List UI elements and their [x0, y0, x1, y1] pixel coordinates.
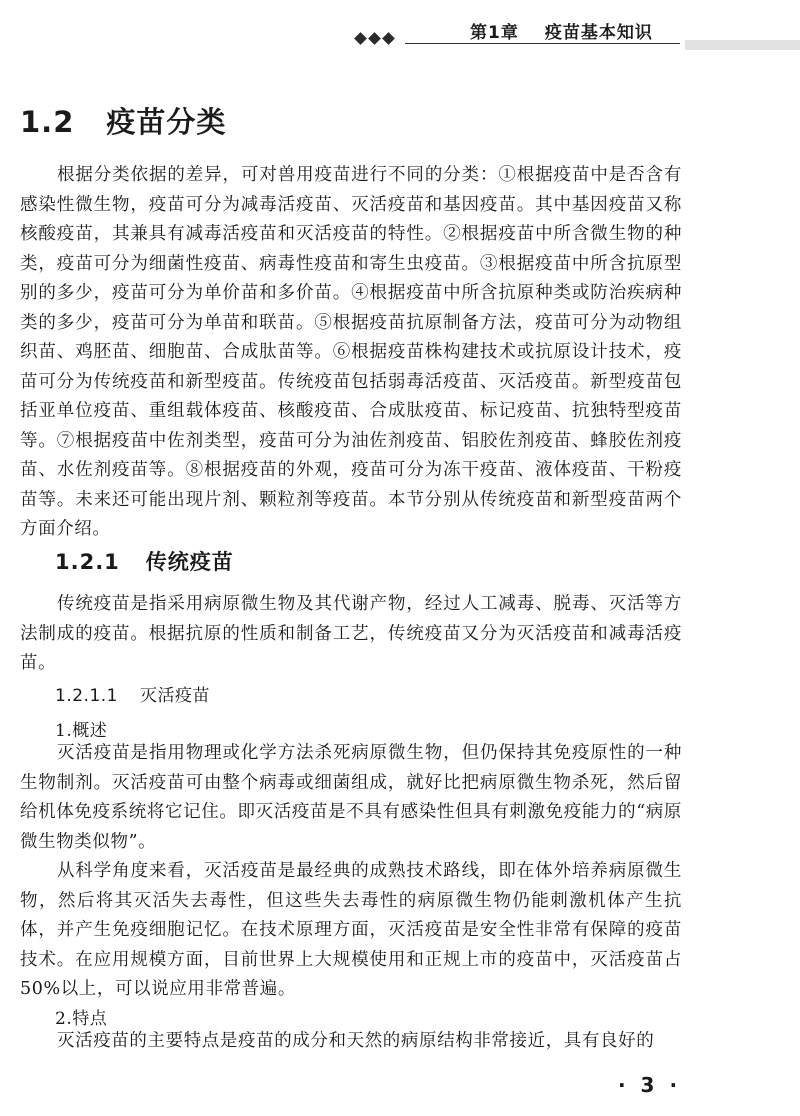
item-label-overview: 1.概述: [55, 721, 108, 741]
subsection-title: 传统疫苗: [145, 550, 234, 574]
subsection-number: 1.2.1: [55, 550, 120, 574]
chapter-heading: [470, 18, 653, 43]
section-title: 疫苗分类: [106, 105, 227, 139]
overview-paragraph-2: 从科学角度来看，灭活疫苗是最经典的成熟技术路线，即在体外培养病原微生物，然后将其灭活失去毒性，但这些失去毒性的病原微生物仍能刺激机体产生抗体，并产生免疫细胞记忆。在技术原理方面，灭活疫苗是安全性非常有保障的疫苗技术。在应用规模方面，目前世界上大规模使用和正规上市的疫苗中，灭活疫苗占50%以上，可以说应用非常普遍。: [20, 861, 682, 999]
item-label-features: 2.特点: [55, 1009, 108, 1029]
header-diamond-ornament: [356, 34, 396, 43]
header-rule: [405, 43, 680, 44]
diamond-icon: [354, 32, 367, 45]
page-number: · 3 ·: [618, 1073, 682, 1097]
features-paragraph-1: 灭活疫苗的主要特点是疫苗的成分和天然的病原结构非常接近，具有良好的: [57, 1031, 655, 1051]
subsubsection-title: 灭活疫苗: [139, 686, 210, 706]
chapter-title: 疫苗基本知识: [544, 23, 653, 43]
subsubsection-number: 1.2.1.1: [55, 686, 118, 706]
running-header: [0, 0, 800, 60]
header-gray-bar: [685, 40, 800, 50]
overview-paragraph-1: 灭活疫苗是指用物理或化学方法杀死病原微生物，但仍保持其免疫原性的一种生物制剂。灭活疫苗可由整个病毒或细菌组成，就好比把病原微生物杀死，然后留给机体免疫系统将它记住。即灭活疫苗是不具有感染性但具有刺激免疫能力的“病原微生物类似物”。: [20, 743, 682, 852]
diamond-icon: [382, 32, 395, 45]
subsection-paragraph: 传统疫苗是指采用病原微生物及其代谢产物，经过人工减毒、脱毒、灭活等方法制成的疫苗。根据抗原的性质和制备工艺，传统疫苗又分为灭活疫苗和减毒活疫苗。: [20, 594, 682, 673]
section-heading: [20, 100, 226, 141]
chapter-number: 第1章: [470, 23, 519, 43]
diamond-icon: [368, 32, 381, 45]
subsubsection-heading: [55, 681, 210, 706]
subsection-heading: [55, 546, 234, 576]
intro-paragraph: 根据分类依据的差异，可对兽用疫苗进行不同的分类：①根据疫苗中是否含有感染性微生物，疫苗可分为减毒活疫苗、灭活疫苗和基因疫苗。其中基因疫苗又称核酸疫苗，其兼具有减毒活疫苗和灭活疫苗的特性。②根据疫苗中所含微生物的种类，疫苗可分为细菌性疫苗、病毒性疫苗和寄生虫疫苗。③根据疫苗中所含抗原型别的多少，疫苗可分为单价苗和多价苗。④根据疫苗中所含抗原种类或防治疾病种类的多少，疫苗可分为单苗和联苗。⑤根据疫苗抗原制备方法，疫苗可分为动物组织苗、鸡胚苗、细胞苗、合成肽苗等。⑥根据疫苗株构建技术或抗原设计技术，疫苗可分为传统疫苗和新型疫苗。传统疫苗包括弱毒活疫苗、灭活疫苗。新型疫苗包括亚单位疫苗、重组载体疫苗、核酸疫苗、合成肽疫苗、标记疫苗、抗独特型疫苗等。⑦根据疫苗中佐剂类型，疫苗可分为油佐剂疫苗、铝胶佐剂疫苗、蜂胶佐剂疫苗、水佐剂疫苗等。⑧根据疫苗的外观，疫苗可分为冻干疫苗、液体疫苗、干粉疫苗等。未来还可能出现片剂、颗粒剂等疫苗。本节分别从传统疫苗和新型疫苗两个方面介绍。: [20, 165, 682, 539]
section-number: 1.2: [20, 105, 75, 139]
